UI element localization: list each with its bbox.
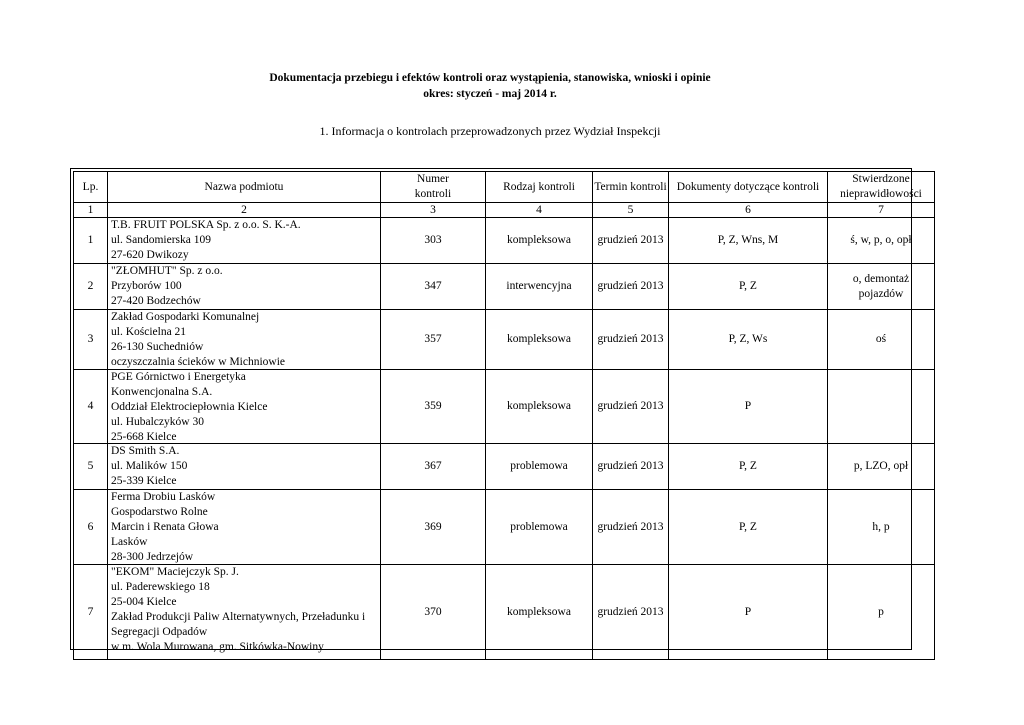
cell-rodzaj: kompleksowa bbox=[486, 370, 593, 444]
cell-rodzaj: problemowa bbox=[486, 490, 593, 565]
table-row bbox=[74, 490, 935, 565]
cell-rodzaj: problemowa bbox=[486, 444, 593, 490]
column-number: 6 bbox=[669, 203, 828, 218]
cell-numer: 359 bbox=[381, 370, 486, 444]
cell-nazwa: "EKOM" Maciejczyk Sp. J. ul. Paderewskiego 18 25-004 Kielce Zakład Produkcji Paliw Alternatywnych, Przeładunku i Segregacji Odpadów w m. Wola Murowana, gm. Sitkówka-Nowiny bbox=[108, 565, 381, 660]
column-number: 5 bbox=[593, 203, 669, 218]
cell-termin: grudzień 2013 bbox=[593, 310, 669, 370]
cell-rodzaj: kompleksowa bbox=[486, 218, 593, 264]
cell-lp: 3 bbox=[74, 310, 108, 370]
cell-nazwa: Ferma Drobiu Lasków Gospodarstwo Rolne Marcin i Renata Głowa Lasków 28-300 Jedrzejów bbox=[108, 490, 381, 565]
column-header-stwierdzone: Stwierdzone nieprawidłowości bbox=[828, 172, 935, 203]
cell-dokumenty: P, Z, Ws bbox=[669, 310, 828, 370]
cell-numer: 303 bbox=[381, 218, 486, 264]
column-header-numer: Numer kontroli bbox=[381, 172, 486, 203]
cell-nazwa: T.B. FRUIT POLSKA Sp. z o.o. S. K.-A. ul. Sandomierska 109 27-620 Dwikozy bbox=[108, 218, 381, 264]
cell-lp: 7 bbox=[74, 565, 108, 660]
column-header-lp: Lp. bbox=[74, 172, 108, 203]
cell-dokumenty: P, Z, Wns, M bbox=[669, 218, 828, 264]
cell-lp: 4 bbox=[74, 370, 108, 444]
table-row bbox=[74, 218, 935, 264]
cell-dokumenty: P, Z bbox=[669, 264, 828, 310]
cell-lp: 1 bbox=[74, 218, 108, 264]
column-header-termin: Termin kontroli bbox=[593, 172, 669, 203]
section-heading: 1. Informacja o kontrolach przeprowadzonych przez Wydział Inspekcji bbox=[319, 124, 661, 138]
table-header-row bbox=[74, 172, 935, 203]
cell-rodzaj: kompleksowa bbox=[486, 310, 593, 370]
column-number: 2 bbox=[108, 203, 381, 218]
column-header-nazwa: Nazwa podmiotu bbox=[108, 172, 381, 203]
cell-numer: 369 bbox=[381, 490, 486, 565]
table-row bbox=[74, 565, 935, 660]
cell-stwierdzone: o, demontaż pojazdów bbox=[828, 264, 935, 310]
table-row bbox=[74, 370, 935, 444]
cell-termin: grudzień 2013 bbox=[593, 565, 669, 660]
table-row bbox=[74, 444, 935, 490]
cell-stwierdzone: p, LZO, opł bbox=[828, 444, 935, 490]
inspection-table bbox=[73, 171, 935, 660]
cell-lp: 2 bbox=[74, 264, 108, 310]
column-number: 7 bbox=[828, 203, 935, 218]
cell-lp: 5 bbox=[74, 444, 108, 490]
cell-nazwa: DS Smith S.A. ul. Malików 150 25-339 Kielce bbox=[108, 444, 381, 490]
cell-nazwa: PGE Górnictwo i Energetyka Konwencjonalna S.A. Oddział Elektrociepłownia Kielce ul. Hubalczyków 30 25-668 Kielce bbox=[108, 370, 381, 444]
cell-numer: 357 bbox=[381, 310, 486, 370]
cell-stwierdzone: ś, w, p, o, opł bbox=[828, 218, 935, 264]
cell-termin: grudzień 2013 bbox=[593, 444, 669, 490]
cell-nazwa: "ZŁOMHUT" Sp. z o.o. Przyborów 100 27-420 Bodzechów bbox=[108, 264, 381, 310]
column-number: 1 bbox=[74, 203, 108, 218]
column-number: 4 bbox=[486, 203, 593, 218]
column-number-row bbox=[74, 203, 935, 218]
cell-termin: grudzień 2013 bbox=[593, 218, 669, 264]
cell-dokumenty: P bbox=[669, 370, 828, 444]
cell-dokumenty: P bbox=[669, 565, 828, 660]
inspection-table-frame bbox=[70, 168, 922, 653]
document-period: okres: styczeń - maj 2014 r. bbox=[423, 88, 557, 100]
cell-numer: 370 bbox=[381, 565, 486, 660]
table-row bbox=[74, 264, 935, 310]
cell-numer: 367 bbox=[381, 444, 486, 490]
cell-stwierdzone: oś bbox=[828, 310, 935, 370]
cell-nazwa: Zakład Gospodarki Komunalnej ul. Kościelna 21 26-130 Suchedniów oczyszczalnia ścieków w Michniowie bbox=[108, 310, 381, 370]
cell-rodzaj: kompleksowa bbox=[486, 565, 593, 660]
cell-stwierdzone: p bbox=[828, 565, 935, 660]
cell-termin: grudzień 2013 bbox=[593, 370, 669, 444]
cell-dokumenty: P, Z bbox=[669, 444, 828, 490]
cell-stwierdzone bbox=[828, 370, 935, 444]
cell-termin: grudzień 2013 bbox=[593, 490, 669, 565]
cell-termin: grudzień 2013 bbox=[593, 264, 669, 310]
cell-dokumenty: P, Z bbox=[669, 490, 828, 565]
cell-rodzaj: interwencyjna bbox=[486, 264, 593, 310]
cell-numer: 347 bbox=[381, 264, 486, 310]
cell-lp: 6 bbox=[74, 490, 108, 565]
column-header-rodzaj: Rodzaj kontroli bbox=[486, 172, 593, 203]
column-header-dokumenty: Dokumenty dotyczące kontroli bbox=[669, 172, 828, 203]
column-number: 3 bbox=[381, 203, 486, 218]
table-row bbox=[74, 310, 935, 370]
document-title: Dokumentacja przebiegu i efektów kontroli oraz wystąpienia, stanowiska, wnioski i opinie bbox=[269, 72, 711, 84]
cell-stwierdzone: h, p bbox=[828, 490, 935, 565]
